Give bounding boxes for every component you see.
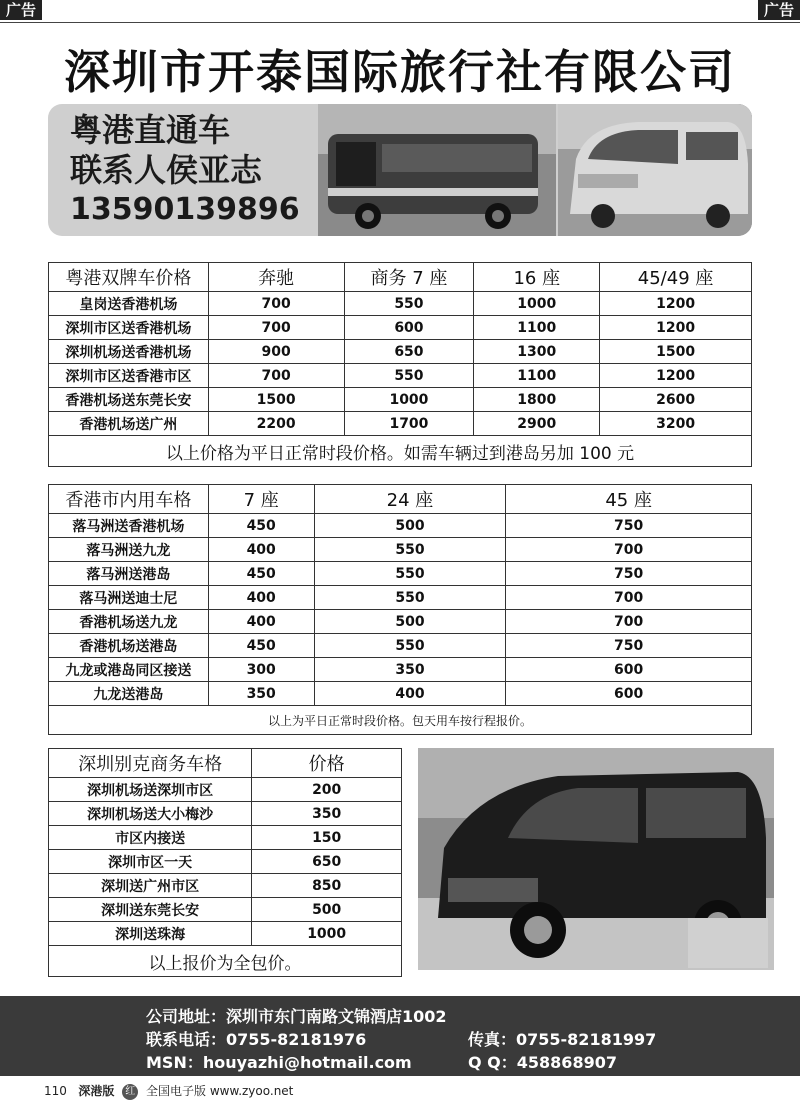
route-cell: 香港机场送港岛 (49, 634, 209, 658)
page-footer (44, 1082, 293, 1100)
price-cell: 200 (252, 778, 402, 802)
price-cell: 1200 (600, 292, 752, 316)
route-cell: 香港机场送广州 (49, 412, 209, 436)
table-row (49, 514, 752, 538)
route-cell: 深圳市区一天 (49, 850, 252, 874)
table-note-row (49, 946, 402, 977)
table-note: 以上价格为平日正常时段价格。如需车辆过到港岛另加 100 元 (49, 436, 752, 467)
price-cell: 700 (208, 316, 344, 340)
company-address: 公司地址：深圳市东门南路文锦酒店1002 (146, 1007, 447, 1026)
price-cell: 700 (208, 364, 344, 388)
column-header: 价格 (252, 749, 402, 778)
price-cell: 450 (208, 514, 314, 538)
price-cell: 1200 (600, 316, 752, 340)
coach-bus-photo (318, 104, 556, 236)
table-row (49, 778, 402, 802)
table-row (49, 826, 402, 850)
column-header: 7 座 (208, 485, 314, 514)
route-cell: 深圳机场送大小梅沙 (49, 802, 252, 826)
price-cell: 400 (208, 586, 314, 610)
price-cell: 650 (252, 850, 402, 874)
route-cell: 九龙或港岛同区接送 (49, 658, 209, 682)
banner-contact: 联系人侯亚志 (70, 151, 263, 189)
route-cell: 深圳送广州市区 (49, 874, 252, 898)
column-header: 商务 7 座 (344, 263, 474, 292)
price-cell: 700 (506, 586, 752, 610)
table-row (49, 292, 752, 316)
price-cell: 700 (506, 610, 752, 634)
price-cell: 1000 (344, 388, 474, 412)
page-number: 110 (44, 1084, 67, 1098)
hong-kong-price-table (48, 484, 752, 735)
buick-mpv-photo (418, 748, 774, 970)
route-cell: 香港机场送九龙 (49, 610, 209, 634)
route-cell: 深圳机场送深圳市区 (49, 778, 252, 802)
table-row (49, 634, 752, 658)
company-name: 深圳市开泰国际旅行社有限公司 (64, 45, 736, 99)
route-cell: 皇岗送香港机场 (49, 292, 209, 316)
table-row (49, 340, 752, 364)
price-cell: 1100 (474, 316, 600, 340)
column-header: 粤港双牌车价格 (49, 263, 209, 292)
table-note-row (49, 706, 752, 735)
price-cell: 900 (208, 340, 344, 364)
price-cell: 550 (314, 538, 506, 562)
table-header-row (49, 749, 402, 778)
price-cell: 1000 (474, 292, 600, 316)
price-cell: 850 (252, 874, 402, 898)
route-cell: 九龙送港岛 (49, 682, 209, 706)
price-cell: 2600 (600, 388, 752, 412)
price-cell: 400 (314, 682, 506, 706)
edition-label: 深港版 (78, 1084, 115, 1098)
route-cell: 深圳机场送香港机场 (49, 340, 209, 364)
table-row (49, 586, 752, 610)
route-cell: 市区内接送 (49, 826, 252, 850)
minivan-photo (558, 104, 752, 236)
price-cell: 350 (314, 658, 506, 682)
price-cell: 450 (208, 562, 314, 586)
price-cell: 450 (208, 634, 314, 658)
route-cell: 落马洲送九龙 (49, 538, 209, 562)
route-cell: 深圳市区送香港市区 (49, 364, 209, 388)
price-cell: 600 (506, 658, 752, 682)
column-header: 奔驰 (208, 263, 344, 292)
price-cell: 350 (208, 682, 314, 706)
table-note: 以上报价为全包价。 (49, 946, 402, 977)
table-row (49, 922, 402, 946)
table-row (49, 658, 752, 682)
table-row (49, 874, 402, 898)
price-cell: 550 (314, 634, 506, 658)
table-row (49, 850, 402, 874)
price-cell: 700 (506, 538, 752, 562)
route-cell: 深圳送珠海 (49, 922, 252, 946)
price-cell: 500 (314, 514, 506, 538)
price-cell: 3200 (600, 412, 752, 436)
contact-msn: MSN：houyazhi@hotmail.com (146, 1053, 412, 1072)
contact-banner (48, 104, 752, 236)
table-row (49, 802, 402, 826)
shenzhen-buick-price-table (48, 748, 402, 977)
table-header-row (49, 485, 752, 514)
table-row (49, 898, 402, 922)
price-cell: 700 (208, 292, 344, 316)
route-cell: 深圳送东莞长安 (49, 898, 252, 922)
price-cell: 300 (208, 658, 314, 682)
price-cell: 1700 (344, 412, 474, 436)
price-cell: 2900 (474, 412, 600, 436)
table-row (49, 538, 752, 562)
price-cell: 500 (314, 610, 506, 634)
table-row (49, 682, 752, 706)
price-cell: 750 (506, 634, 752, 658)
price-cell: 500 (252, 898, 402, 922)
banner-service: 粤港直通车 (70, 111, 231, 149)
table-row (49, 364, 752, 388)
price-cell: 550 (344, 364, 474, 388)
price-cell: 550 (344, 292, 474, 316)
contact-phone: 联系电话：0755-82181976 (146, 1030, 367, 1049)
route-cell: 落马洲送港岛 (49, 562, 209, 586)
table-row (49, 562, 752, 586)
website-label: 全国电子版 www.zyoo.net (146, 1084, 294, 1098)
price-cell: 1500 (208, 388, 344, 412)
price-cell: 350 (252, 802, 402, 826)
price-cell: 400 (208, 538, 314, 562)
price-cell: 550 (314, 562, 506, 586)
price-cell: 1300 (474, 340, 600, 364)
banner-phone: 13590139896 (70, 192, 300, 227)
column-header: 45/49 座 (600, 263, 752, 292)
edition-seal-icon: 红 (122, 1084, 138, 1100)
column-header: 45 座 (506, 485, 752, 514)
route-cell: 深圳市区送香港机场 (49, 316, 209, 340)
table-note: 以上为平日正常时段价格。包天用车按行程报价。 (49, 706, 752, 735)
price-cell: 1500 (600, 340, 752, 364)
banner-text (70, 110, 300, 230)
table-row (49, 610, 752, 634)
price-cell: 1000 (252, 922, 402, 946)
column-header: 16 座 (474, 263, 600, 292)
column-header: 深圳别克商务车格 (49, 749, 252, 778)
column-header: 香港市内用车格 (49, 485, 209, 514)
top-divider (0, 22, 800, 23)
route-cell: 落马洲送迪士尼 (49, 586, 209, 610)
route-cell: 香港机场送东莞长安 (49, 388, 209, 412)
price-cell: 400 (208, 610, 314, 634)
price-cell: 1800 (474, 388, 600, 412)
cross-border-price-table (48, 262, 752, 467)
price-cell: 750 (506, 514, 752, 538)
price-cell: 550 (314, 586, 506, 610)
column-header: 24 座 (314, 485, 506, 514)
price-cell: 600 (506, 682, 752, 706)
price-cell: 2200 (208, 412, 344, 436)
price-cell: 1200 (600, 364, 752, 388)
price-cell: 150 (252, 826, 402, 850)
price-cell: 1100 (474, 364, 600, 388)
contact-fax: 传真：0755-82181997 (468, 1030, 657, 1049)
price-cell: 750 (506, 562, 752, 586)
route-cell: 落马洲送香港机场 (49, 514, 209, 538)
table-note-row (49, 436, 752, 467)
table-row (49, 412, 752, 436)
price-cell: 650 (344, 340, 474, 364)
contact-qq: Q Q：458868907 (468, 1053, 617, 1072)
ad-tag-right: 广告 (758, 0, 800, 20)
table-header-row (49, 263, 752, 292)
table-row (49, 316, 752, 340)
price-cell: 600 (344, 316, 474, 340)
ad-tag-left: 广告 (0, 0, 42, 20)
contact-footer (0, 996, 800, 1076)
table-row (49, 388, 752, 412)
